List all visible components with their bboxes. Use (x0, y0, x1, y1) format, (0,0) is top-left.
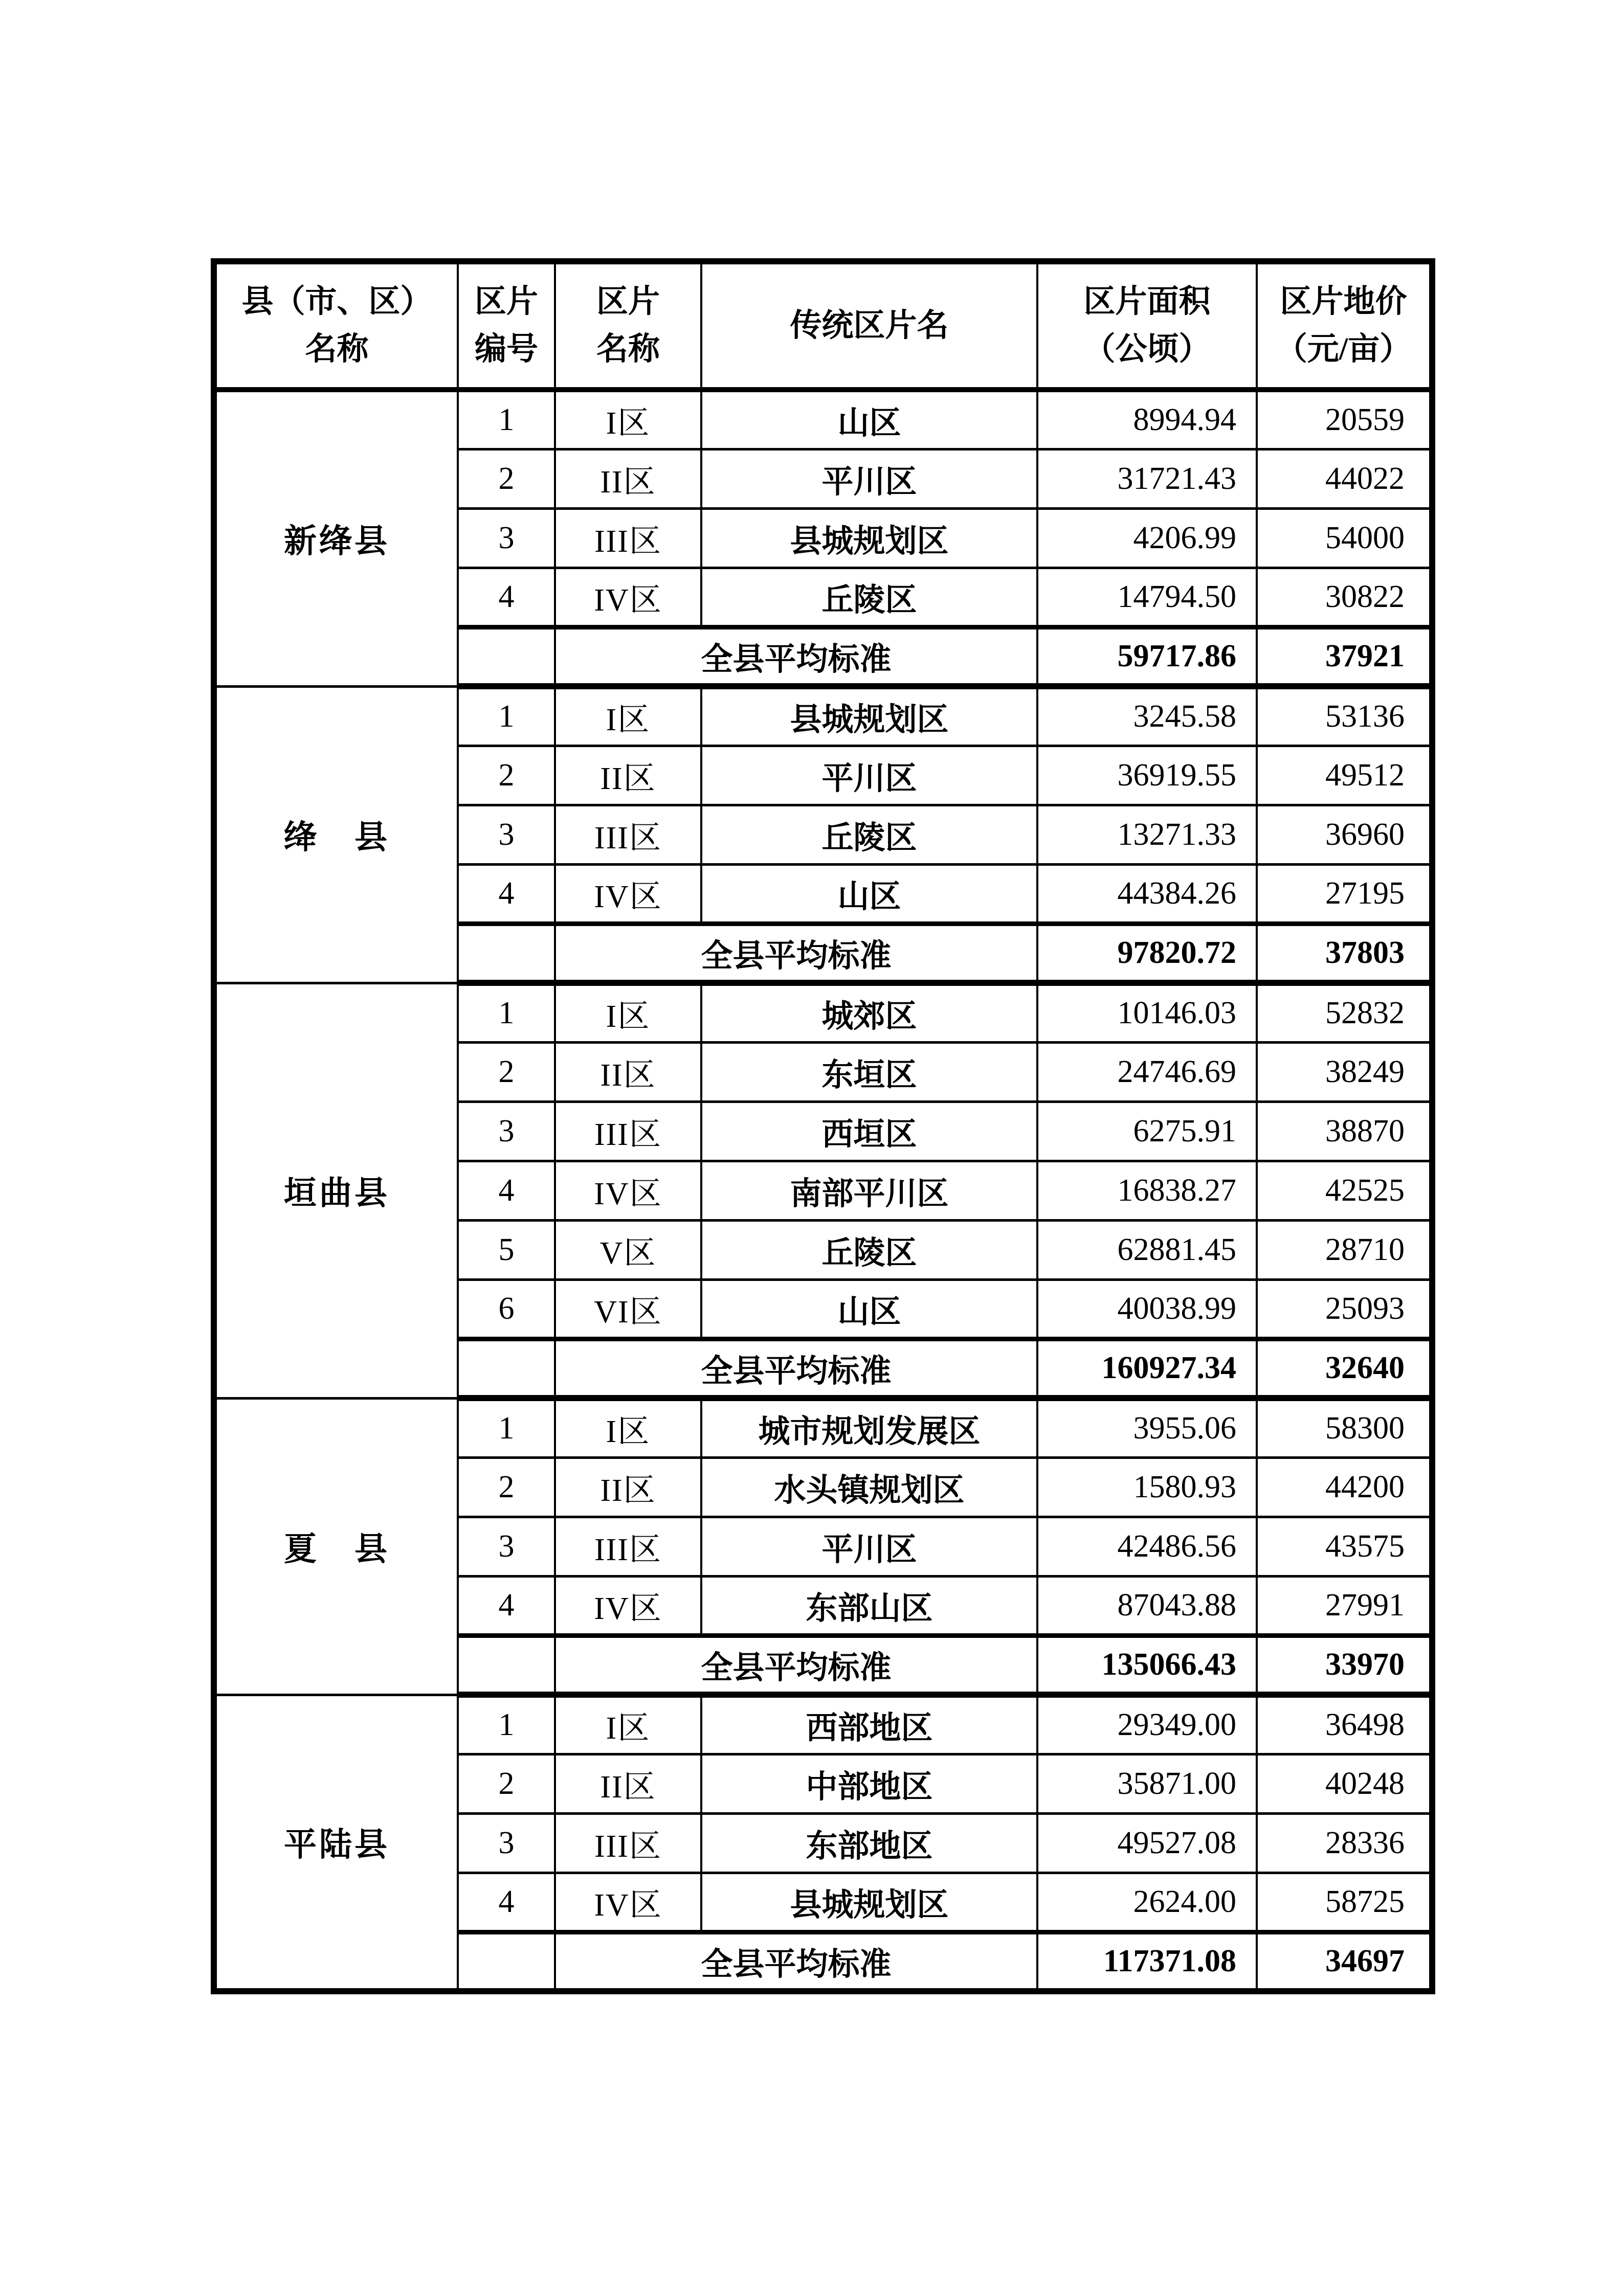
zone-no-cell: 2 (458, 449, 555, 508)
header-zone-no-line2: 编号 (474, 332, 538, 367)
area-cell: 6275.91 (1037, 1101, 1257, 1161)
zone-name-cell: VI区 (555, 1279, 701, 1339)
table-row (214, 686, 1432, 746)
trad-name-cell: 山区 (701, 864, 1037, 924)
land-price-table (211, 258, 1435, 1994)
zone-no-cell: 2 (458, 1042, 555, 1101)
price-cell: 28710 (1257, 1220, 1432, 1279)
summary-label-cell: 全县平均标准 (555, 627, 1037, 686)
price-cell: 44200 (1257, 1457, 1432, 1517)
trad-name-cell: 中部地区 (701, 1754, 1037, 1813)
zone-no-cell: 1 (458, 983, 555, 1042)
header-zone-no-line1: 区片 (474, 284, 538, 319)
area-cell: 35871.00 (1037, 1754, 1257, 1813)
header-area-line1: 区片面积 (1083, 284, 1211, 319)
trad-name-cell: 南部平川区 (701, 1161, 1037, 1220)
zone-no-cell: 3 (458, 805, 555, 864)
price-cell: 36960 (1257, 805, 1432, 864)
zone-no-cell: 1 (458, 1695, 555, 1754)
summary-label-cell: 全县平均标准 (555, 1635, 1037, 1695)
price-cell: 43575 (1257, 1517, 1432, 1576)
summary-price-cell: 33970 (1257, 1635, 1432, 1695)
price-cell: 27195 (1257, 864, 1432, 924)
zone-name-cell: I区 (555, 1398, 701, 1457)
trad-name-cell: 县城规划区 (701, 1873, 1037, 1932)
area-cell: 3955.06 (1037, 1398, 1257, 1457)
zone-name-cell: III区 (555, 508, 701, 568)
zone-name-cell: I区 (555, 1695, 701, 1754)
zone-no-cell: 2 (458, 746, 555, 805)
area-cell: 36919.55 (1037, 746, 1257, 805)
zone-no-cell: 1 (458, 686, 555, 746)
summary-label-cell: 全县平均标准 (555, 924, 1037, 983)
county-cell: 垣曲县 (214, 983, 458, 1398)
header-zone-name (555, 261, 701, 390)
price-cell: 25093 (1257, 1279, 1432, 1339)
trad-name-cell: 平川区 (701, 746, 1037, 805)
summary-price-cell: 37921 (1257, 627, 1432, 686)
area-cell: 16838.27 (1037, 1161, 1257, 1220)
area-cell: 24746.69 (1037, 1042, 1257, 1101)
zone-no-cell: 2 (458, 1754, 555, 1813)
zone-no-cell: 3 (458, 1517, 555, 1576)
area-cell: 44384.26 (1037, 864, 1257, 924)
trad-name-cell: 东部山区 (701, 1576, 1037, 1635)
price-cell: 52832 (1257, 983, 1432, 1042)
county-cell: 夏 县 (214, 1398, 458, 1695)
zone-name-cell: II区 (555, 1457, 701, 1517)
header-area (1037, 261, 1257, 390)
zone-no-cell: 4 (458, 1576, 555, 1635)
zone-name-cell: IV区 (555, 1873, 701, 1932)
summary-price-cell: 34697 (1257, 1932, 1432, 1991)
county-cell: 新绛县 (214, 390, 458, 686)
empty-zone-no-cell (458, 1339, 555, 1398)
header-price-line1: 区片地价 (1280, 284, 1407, 319)
price-cell: 27991 (1257, 1576, 1432, 1635)
table-row (214, 1398, 1432, 1457)
trad-name-cell: 平川区 (701, 1517, 1037, 1576)
header-price-line2: （元/亩） (1275, 332, 1412, 367)
area-cell: 87043.88 (1037, 1576, 1257, 1635)
trad-name-cell: 山区 (701, 1279, 1037, 1339)
zone-name-cell: IV区 (555, 864, 701, 924)
trad-name-cell: 城市规划发展区 (701, 1398, 1037, 1457)
zone-no-cell: 1 (458, 1398, 555, 1457)
trad-name-cell: 丘陵区 (701, 1220, 1037, 1279)
trad-name-cell: 县城规划区 (701, 686, 1037, 746)
summary-area-cell: 59717.86 (1037, 627, 1257, 686)
price-cell: 40248 (1257, 1754, 1432, 1813)
price-cell: 54000 (1257, 508, 1432, 568)
trad-name-cell: 东部地区 (701, 1813, 1037, 1873)
header-row (214, 261, 1432, 390)
county-cell: 绛 县 (214, 686, 458, 983)
header-area-line2: （公顷） (1083, 332, 1211, 367)
summary-area-cell: 117371.08 (1037, 1932, 1257, 1991)
area-cell: 42486.56 (1037, 1517, 1257, 1576)
area-cell: 14794.50 (1037, 568, 1257, 627)
summary-area-cell: 97820.72 (1037, 924, 1257, 983)
zone-name-cell: III区 (555, 1813, 701, 1873)
area-cell: 3245.58 (1037, 686, 1257, 746)
area-cell: 1580.93 (1037, 1457, 1257, 1517)
zone-no-cell: 5 (458, 1220, 555, 1279)
price-cell: 58725 (1257, 1873, 1432, 1932)
area-cell: 40038.99 (1037, 1279, 1257, 1339)
header-county (214, 261, 458, 390)
price-cell: 30822 (1257, 568, 1432, 627)
zone-no-cell: 1 (458, 390, 555, 449)
trad-name-cell: 城郊区 (701, 983, 1037, 1042)
area-cell: 29349.00 (1037, 1695, 1257, 1754)
zone-name-cell: I区 (555, 390, 701, 449)
trad-name-cell: 山区 (701, 390, 1037, 449)
header-zone-name-line1: 区片 (596, 284, 660, 319)
table-row (214, 983, 1432, 1042)
zone-no-cell: 2 (458, 1457, 555, 1517)
header-county-line2: 名称 (305, 332, 369, 367)
price-cell: 38870 (1257, 1101, 1432, 1161)
empty-zone-no-cell (458, 1635, 555, 1695)
summary-label-cell: 全县平均标准 (555, 1339, 1037, 1398)
price-cell: 36498 (1257, 1695, 1432, 1754)
table-row (214, 1695, 1432, 1754)
area-cell: 49527.08 (1037, 1813, 1257, 1873)
price-cell: 58300 (1257, 1398, 1432, 1457)
price-cell: 53136 (1257, 686, 1432, 746)
trad-name-cell: 丘陵区 (701, 805, 1037, 864)
trad-name-cell: 西垣区 (701, 1101, 1037, 1161)
zone-name-cell: V区 (555, 1220, 701, 1279)
trad-name-cell: 平川区 (701, 449, 1037, 508)
zone-no-cell: 3 (458, 508, 555, 568)
summary-price-cell: 37803 (1257, 924, 1432, 983)
price-cell: 44022 (1257, 449, 1432, 508)
header-zone-no (458, 261, 555, 390)
zone-no-cell: 4 (458, 864, 555, 924)
price-cell: 20559 (1257, 390, 1432, 449)
trad-name-cell: 西部地区 (701, 1695, 1037, 1754)
area-cell: 13271.33 (1037, 805, 1257, 864)
zone-name-cell: III区 (555, 805, 701, 864)
empty-zone-no-cell (458, 627, 555, 686)
zone-name-cell: IV区 (555, 1576, 701, 1635)
header-price (1257, 261, 1432, 390)
zone-name-cell: II区 (555, 746, 701, 805)
summary-area-cell: 135066.43 (1037, 1635, 1257, 1695)
empty-zone-no-cell (458, 1932, 555, 1991)
area-cell: 62881.45 (1037, 1220, 1257, 1279)
price-cell: 38249 (1257, 1042, 1432, 1101)
zone-name-cell: II区 (555, 1754, 701, 1813)
header-zone-name-line2: 名称 (596, 332, 660, 367)
area-cell: 8994.94 (1037, 390, 1257, 449)
zone-name-cell: I区 (555, 983, 701, 1042)
price-cell: 28336 (1257, 1813, 1432, 1873)
zone-no-cell: 4 (458, 1161, 555, 1220)
zone-name-cell: II区 (555, 1042, 701, 1101)
zone-name-cell: II区 (555, 449, 701, 508)
zone-no-cell: 3 (458, 1101, 555, 1161)
county-cell: 平陆县 (214, 1695, 458, 1991)
summary-price-cell: 32640 (1257, 1339, 1432, 1398)
zone-no-cell: 4 (458, 568, 555, 627)
area-cell: 31721.43 (1037, 449, 1257, 508)
table-row (214, 390, 1432, 449)
zone-name-cell: III区 (555, 1517, 701, 1576)
zone-name-cell: IV区 (555, 1161, 701, 1220)
trad-name-cell: 水头镇规划区 (701, 1457, 1037, 1517)
area-cell: 4206.99 (1037, 508, 1257, 568)
zone-no-cell: 4 (458, 1873, 555, 1932)
summary-label-cell: 全县平均标准 (555, 1932, 1037, 1991)
trad-name-cell: 县城规划区 (701, 508, 1037, 568)
area-cell: 10146.03 (1037, 983, 1257, 1042)
zone-name-cell: III区 (555, 1101, 701, 1161)
zone-name-cell: I区 (555, 686, 701, 746)
area-cell: 2624.00 (1037, 1873, 1257, 1932)
zone-no-cell: 6 (458, 1279, 555, 1339)
trad-name-cell: 东垣区 (701, 1042, 1037, 1101)
price-cell: 42525 (1257, 1161, 1432, 1220)
empty-zone-no-cell (458, 924, 555, 983)
zone-no-cell: 3 (458, 1813, 555, 1873)
trad-name-cell: 丘陵区 (701, 568, 1037, 627)
price-cell: 49512 (1257, 746, 1432, 805)
header-trad-name: 传统区片名 (701, 261, 1037, 390)
summary-area-cell: 160927.34 (1037, 1339, 1257, 1398)
zone-name-cell: IV区 (555, 568, 701, 627)
header-county-line1: 县（市、区） (241, 284, 432, 319)
